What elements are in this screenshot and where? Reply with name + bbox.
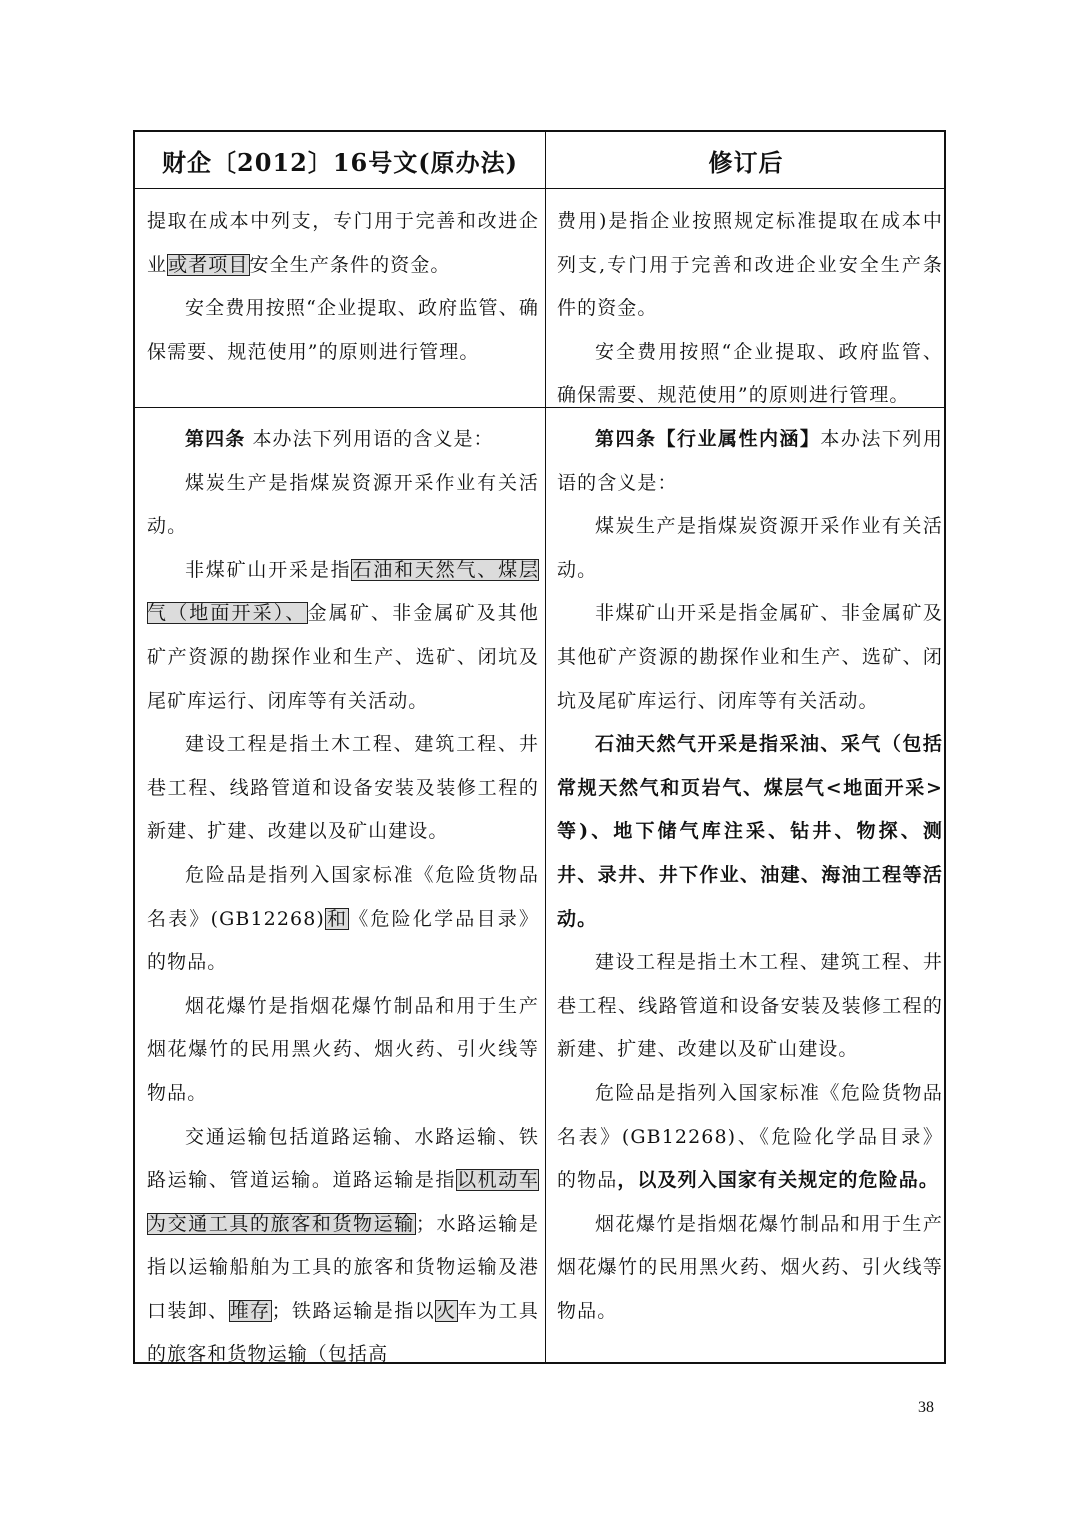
deleted-text-highlight: 堆存 [229,1299,271,1322]
text: 本办法下列用语的含义是： [557,428,943,494]
paragraph: 安全费用按照“企业提取、政府监管、确保需要、规范使用”的原则进行管理。 [147,297,539,363]
article-number: 第四条 [185,428,246,450]
text: 交通运输包括道路运输、水路运输、铁路运输、管道运输。道路运输是指 [147,1125,539,1192]
paragraph [147,1116,539,1378]
text: 非煤矿山开采是指 [185,558,352,581]
text: 金属矿、非金属矿及其他矿产资源的勘探作业和生产、选矿、闭坑及尾矿库运行、闭库等有关活动。 [147,602,539,712]
column-divider [545,132,546,1362]
article-heading [557,418,943,505]
text: 《危险化学品目录》的物品。 [147,907,539,974]
article-number: 第四条【行业属性内涵】 [595,428,821,450]
deleted-text-highlight: 以机动车为交通工具的旅客和货物运输 [147,1169,539,1235]
deleted-text-highlight: 或者项目 [168,253,249,276]
row1-revised-cell [557,200,943,418]
added-text: ，以及列入国家有关规定的危险品。 [617,1169,939,1192]
text: 车为工具的旅客和货物运输（包括高 [147,1299,539,1366]
text: 危险品是指列入国家标准《危险货物品名表》(GB12268) [147,863,539,930]
page-number: 38 [918,1399,934,1416]
article-heading [147,418,539,462]
row2-revised-cell [557,418,943,1333]
text: 危险品是指列入国家标准《危险货物品名表》(GB12268)、《危险化学品目录》的物品 [557,1081,943,1192]
header-divider [135,188,944,189]
paragraph [557,1072,943,1203]
paragraph [147,200,539,287]
row1-original-cell [147,200,539,374]
paragraph [147,854,539,985]
deleted-text-highlight: 火 [436,1299,457,1322]
paragraph: 煤炭生产是指煤炭资源开采作业有关活动。 [147,471,539,538]
paragraph [147,549,539,723]
paragraph: 安全费用按照“企业提取、政府监管、确保需要、规范使用”的原则进行管理。 [557,340,943,407]
text: 安全生产条件的资金。 [249,253,451,276]
deleted-text-highlight: 石油和天然气、煤层气（地面开采）、 [147,558,539,625]
text: ；铁路运输是指以 [271,1299,436,1322]
comparison-table [133,130,946,1364]
paragraph: 建设工程是指土木工程、建筑工程、井巷工程、线路管道和设备安装及装修工程的新建、扩建、改建以及矿山建设。 [557,951,943,1061]
paragraph: 烟花爆竹是指烟花爆竹制品和用于生产烟花爆竹的民用黑火药、烟火药、引火线等物品。 [147,994,539,1104]
text: 本办法下列用语的含义是： [245,428,494,450]
paragraph: 烟花爆竹是指烟花爆竹制品和用于生产烟花爆竹的民用黑火药、烟火药、引火线等物品。 [557,1212,943,1322]
paragraph: 建设工程是指土木工程、建筑工程、井巷工程、线路管道和设备安装及装修工程的新建、扩建、改建以及矿山建设。 [147,733,539,843]
text: 提取在成本中列支，专门用于完善和改进企业 [147,210,539,276]
paragraph: 非煤矿山开采是指金属矿、非金属矿及其他矿产资源的勘探作业和生产、选矿、闭坑及尾矿库运行、闭库等有关活动。 [557,602,943,712]
added-paragraph: 石油天然气开采是指采油、采气（包括常规天然气和页岩气、煤层气<地面开采>等)、地下储气库注采、钻井、物探、测井、录井、井下作业、油建、海油工程等活动。 [557,733,943,930]
paragraph: 煤炭生产是指煤炭资源开采作业有关活动。 [557,515,943,581]
deleted-text-highlight: 和 [325,907,349,930]
row2-original-cell [147,418,539,1377]
paragraph: 费用)是指企业按照规定标准提取在成本中列支,专门用于完善和改进企业安全生产条件的资金。 [557,210,943,320]
header-revised: 修订后 [708,147,784,177]
header-original: 财企〔2012〕16号文(原办法) [162,147,518,177]
text: ；水路运输是指以运输船舶为工具的旅客和货物运输及港口装卸、 [147,1212,539,1322]
